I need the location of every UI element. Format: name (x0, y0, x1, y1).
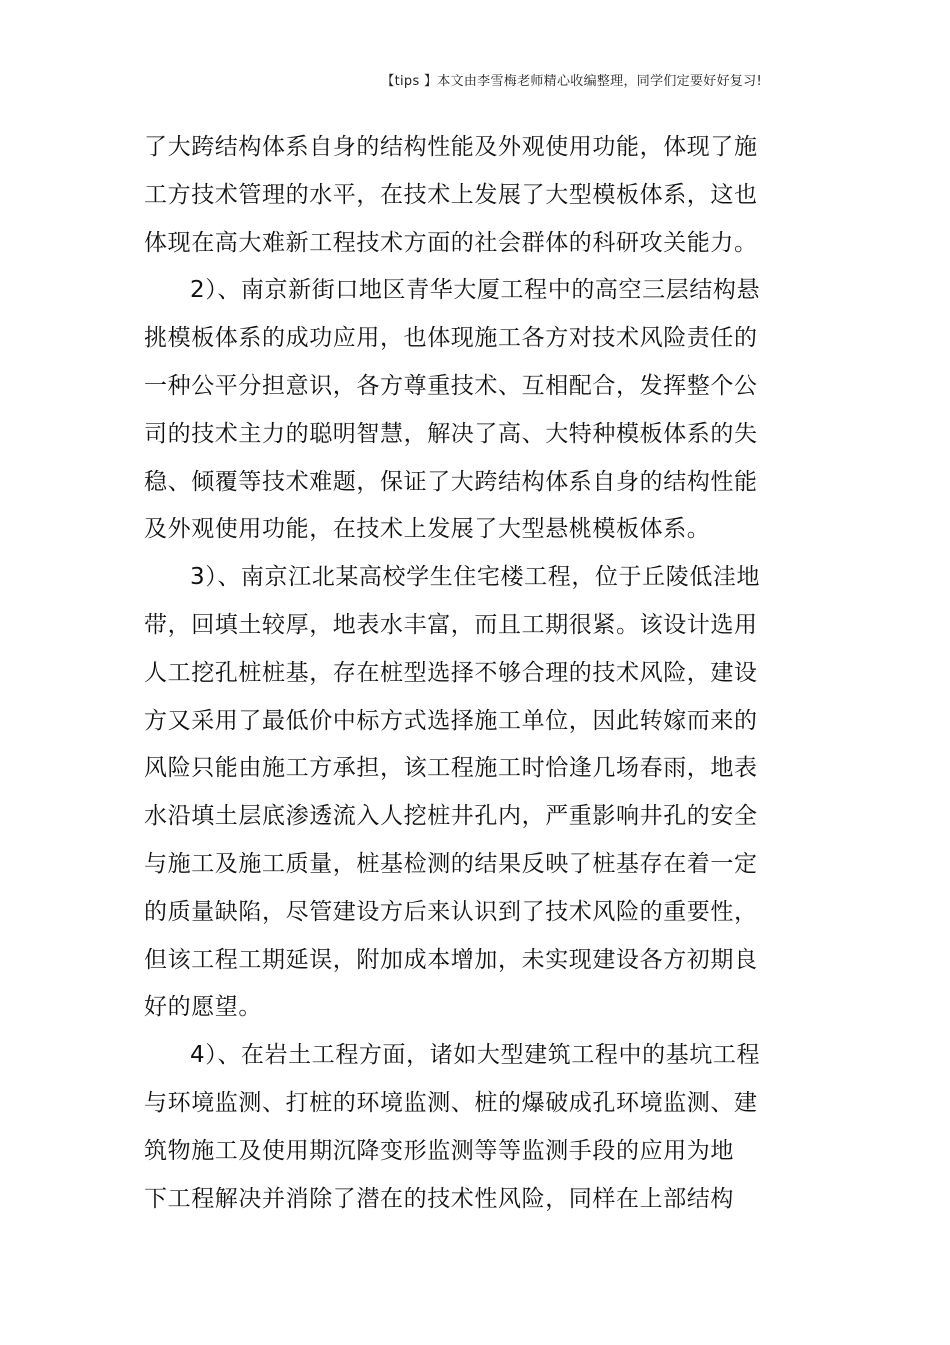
text-line: 体现在高大难新工程技术方面的社会群体的科研攻关能力。 (144, 229, 758, 256)
text-line: 及外观使用功能，在技术上发展了大型悬桃模板体系。 (144, 516, 711, 543)
document-body (144, 124, 761, 1223)
text-line: 与环境监测、打桩的环境监测、桩的爆破成孔环境监测、建 (144, 1089, 758, 1116)
text-line: 风险只能由施工方承担，该工程施工时恰逢几场春雨，地表 (144, 755, 758, 782)
header-tip: 【tips 】本文由李雪梅老师精心收编整理，同学们定要好好复习! (381, 74, 762, 89)
text-line: 但该工程工期延误，附加成本增加，未实现建设各方初期良 (144, 946, 758, 973)
paragraph-start-line: 3）、南京江北某高校学生住宅楼工程，位于丘陵低洼地 (190, 564, 761, 591)
text-line: 带，回填土较厚，地表水丰富，而且工期很紧。该设计选用 (144, 611, 758, 638)
text-line: 筑物施工及使用期沉降变形监测等等监测手段的应用为地 (144, 1137, 734, 1164)
text-line: 好的愿望。 (144, 994, 262, 1021)
text-line: 与施工及施工质量，桩基检测的结果反映了桩基存在着一定 (144, 850, 758, 877)
paragraph-start-line: 4）、在岩土工程方面，诸如大型建筑工程中的基坑工程 (190, 1042, 761, 1069)
text-line: 的质量缺陷，尽管建设方后来认识到了技术风险的重要性， (144, 898, 758, 925)
text-line: 稳、倾覆等技术难题，保证了大跨结构体系自身的结构性能 (144, 468, 758, 495)
text-line: 司的技术主力的聪明智慧，解决了高、大特种模板体系的失 (144, 420, 758, 447)
text-line: 挑模板体系的成功应用，也体现施工各方对技术风险责任的 (144, 325, 758, 352)
text-line: 工方技术管理的水平，在技术上发展了大型模板体系，这也 (144, 181, 758, 208)
text-line: 人工挖孔桩桩基，存在桩型选择不够合理的技术风险，建设 (144, 659, 758, 686)
paragraph-start-line: 2）、南京新街口地区青华大厦工程中的高空三层结构悬 (190, 277, 761, 304)
text-line: 了大跨结构体系自身的结构性能及外观使用功能，体现了施 (144, 134, 758, 160)
text-line: 下工程解决并消除了潜在的技术性风险，同样在上部结构 (144, 1185, 734, 1212)
text-line: 水沿填土层底渗透流入人挖桩井孔内，严重影响井孔的安全 (144, 803, 758, 830)
text-line: 一种公平分担意识，各方尊重技术、互相配合，发挥整个公 (144, 372, 758, 399)
text-line: 方又采用了最低价中标方式选择施工单位，因此转嫁而来的 (144, 707, 758, 734)
